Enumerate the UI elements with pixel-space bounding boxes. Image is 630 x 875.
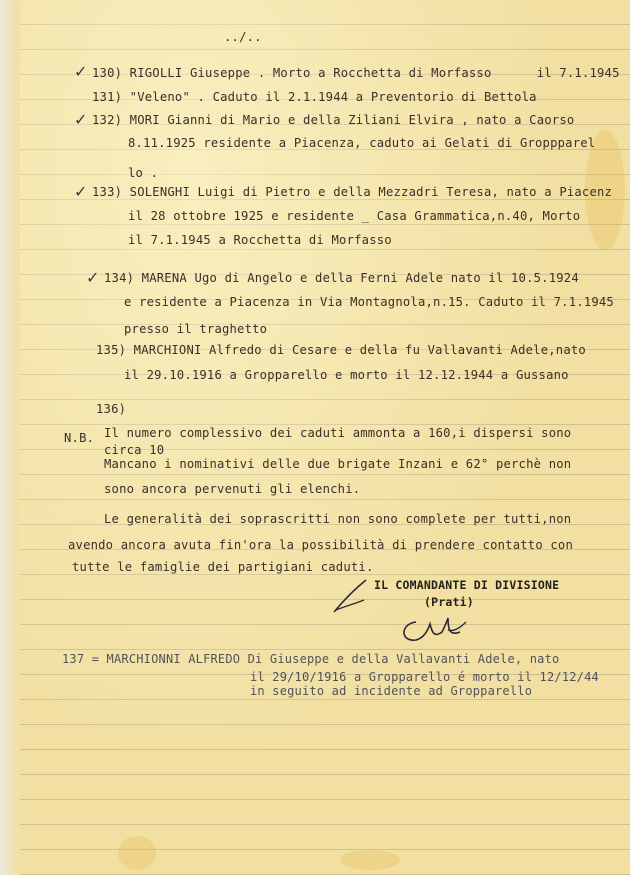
entry-line: e residente a Piacenza in Via Montagnola,n.15. Caduto il 7.1.1945 — [124, 295, 614, 309]
note-line: tutte le famiglie dei partigiani caduti. — [72, 560, 374, 574]
note-line: Il numero complessivo dei caduti ammonta a 160,i dispersi sono — [104, 426, 572, 440]
entry-line: 135) MARCHIONI Alfredo di Cesare e della fu Vallavanti Adele,nato — [96, 343, 586, 357]
entry-line: 132) MORI Gianni di Mario e della Ziliani Elvira , nato a Caorso — [92, 113, 575, 127]
note-line: avendo ancora avuta fin'ora la possibilità di prendere contatto con — [68, 538, 574, 552]
addendum-line: il 29/10/1916 a Gropparello é morto il 12/12/44 — [250, 670, 599, 684]
signature-name: (Prati) — [424, 595, 474, 609]
entry-line: 131) "Veleno" . Caduto il 2.1.1944 a Preventorio di Bettola — [92, 90, 537, 104]
page-edge — [0, 0, 20, 875]
note-line: Le generalità dei soprascritti non sono complete per tutti,non — [104, 512, 572, 526]
entry-line: 133) SOLENGHI Luigi di Pietro e della Mezzadri Teresa, nato a Piacenz — [92, 185, 613, 199]
check-mark-icon: ✓ — [86, 268, 100, 287]
note-label: N.B. — [64, 431, 95, 445]
addendum-line: in seguito ad incidente ad Gropparello — [250, 684, 533, 698]
entry-line: 136) — [96, 402, 127, 416]
note-line: Mancano i nominativi delle due brigate Inzani e 62° perchè non — [104, 457, 572, 471]
addendum-line: 137 = MARCHIONNI ALFREDO Di Giuseppe e della Vallavanti Adele, nato — [62, 652, 560, 666]
entry-line: il 29.10.1916 a Gropparello e morto il 12.12.1944 a Gussano — [124, 368, 569, 382]
paper-stain — [340, 850, 400, 870]
page-marker: ../.. — [224, 30, 262, 44]
entry-line: presso il traghetto — [124, 322, 268, 336]
entry-line: il 28 ottobre 1925 e residente _ Casa Grammatica,n.40, Morto — [128, 209, 581, 223]
check-mark-icon: ✓ — [74, 62, 88, 81]
paper-stain — [118, 836, 156, 870]
entry-line: 134) MARENA Ugo di Angelo e della Ferni Adele nato il 10.5.1924 — [104, 271, 579, 285]
entry-line: il 7.1.1945 a Rocchetta di Morfasso — [128, 233, 392, 247]
check-mark-icon: ✓ — [74, 182, 88, 201]
entry-line: lo . — [128, 166, 159, 180]
entry-line: 8.11.1925 residente a Piacenza, caduto ai Gelati di Groppparel — [128, 136, 596, 150]
note-line: sono ancora pervenuti gli elenchi. — [104, 482, 361, 496]
note-line: circa 10 — [104, 443, 165, 457]
signature-title: IL COMANDANTE DI DIVISIONE — [374, 578, 560, 592]
entry-line: 130) RIGOLLI Giuseppe . Morto a Rocchetta di Morfasso il 7.1.1945 — [92, 66, 620, 80]
handwritten-signature — [330, 570, 480, 650]
check-mark-icon: ✓ — [74, 110, 88, 129]
